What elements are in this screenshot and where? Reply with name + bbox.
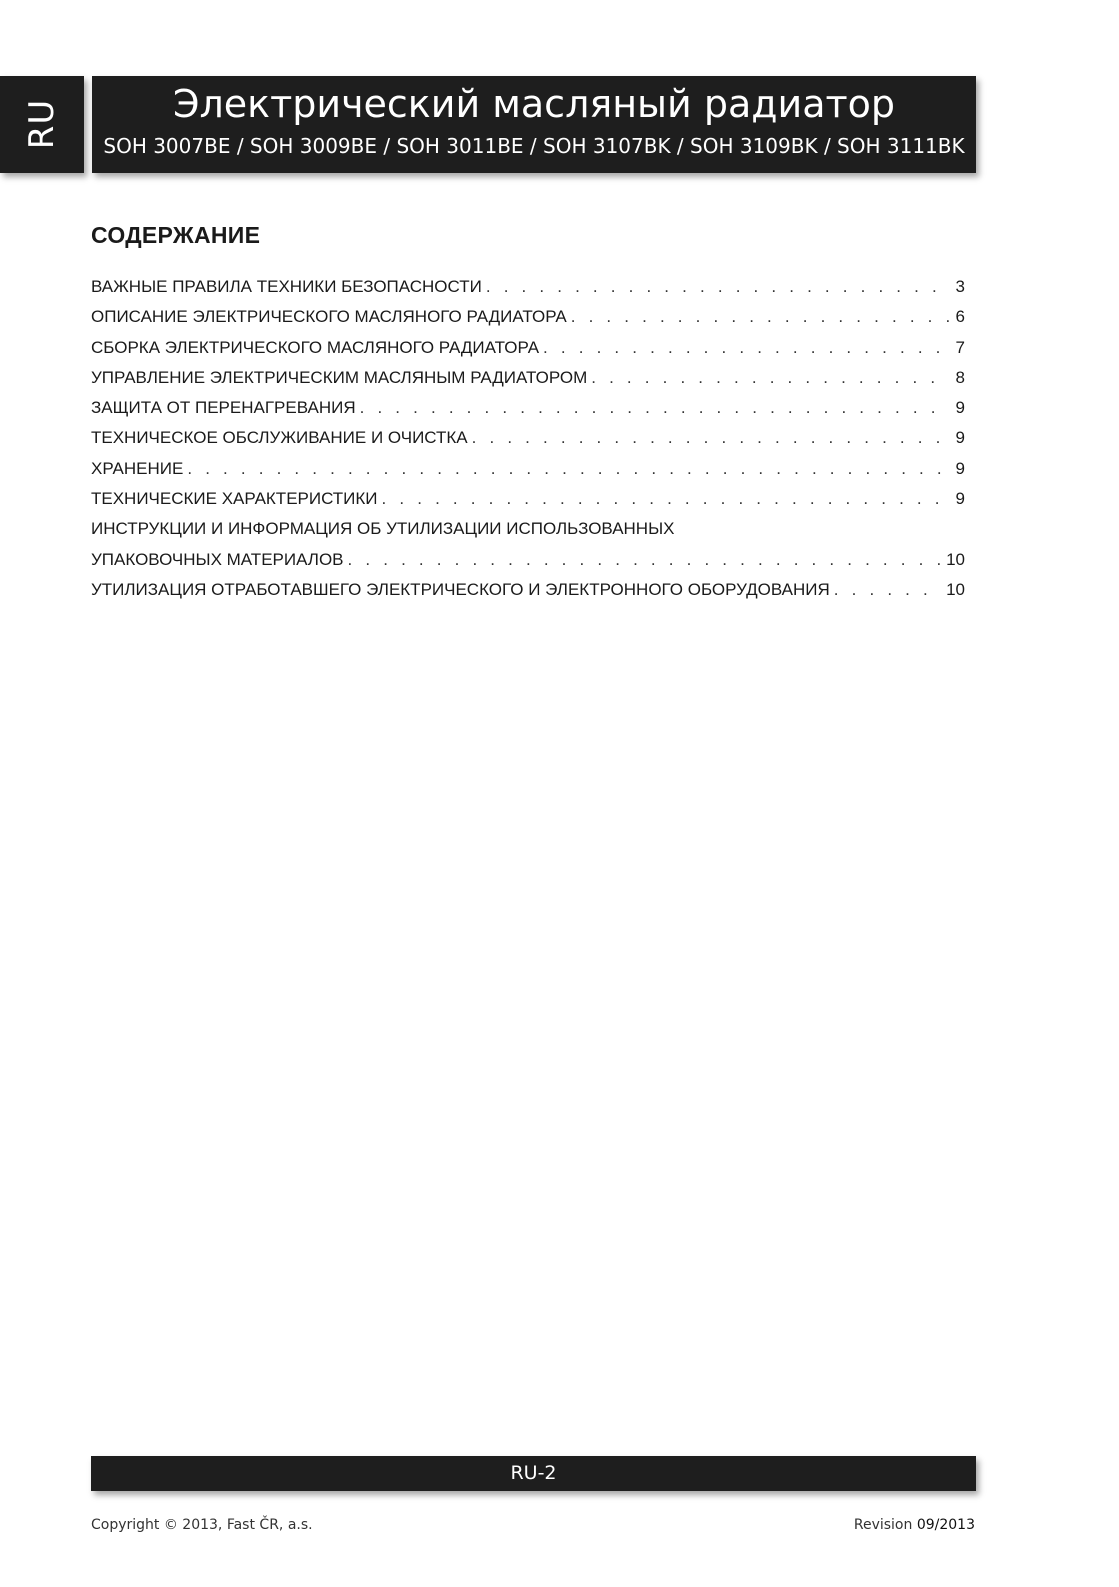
toc-entry-label: УТИЛИЗАЦИЯ ОТРАБОТАВШЕГО ЭЛЕКТРИЧЕСКОГО И ЭЛЕКТРОННОГО ОБОРУДОВАНИЯ — [91, 579, 830, 599]
toc-entry-label: УПАКОВОЧНЫХ МАТЕРИАЛОВ — [91, 549, 344, 569]
table-of-contents — [91, 277, 967, 610]
toc-entry-description[interactable] — [91, 307, 967, 337]
toc-entry-operation[interactable] — [91, 368, 967, 398]
toc-page-number: 7 — [955, 337, 965, 357]
toc-entry-overheat-protection[interactable] — [91, 398, 967, 428]
toc-leader-dots — [834, 580, 942, 600]
toc-entry-safety-rules[interactable] — [91, 277, 967, 307]
toc-entry-label: УПРАВЛЕНИЕ ЭЛЕКТРИЧЕСКИМ МАСЛЯНЫМ РАДИАТОРОМ — [91, 367, 588, 387]
toc-entry-label: ВАЖНЫЕ ПРАВИЛА ТЕХНИКИ БЕЗОПАСНОСТИ — [91, 277, 482, 296]
language-tab — [0, 76, 84, 173]
toc-entry-packaging-disposal-line1[interactable] — [91, 519, 967, 549]
toc-entry-label: ЗАЩИТА ОТ ПЕРЕНАГРЕВАНИЯ — [91, 398, 356, 418]
toc-entry-label: ХРАНЕНИЕ — [91, 458, 184, 478]
page-number-bar — [91, 1456, 976, 1491]
toc-leader-dots — [360, 398, 949, 418]
toc-leader-dots — [571, 307, 949, 327]
toc-page-number: 9 — [955, 458, 965, 478]
toc-page-number: 9 — [955, 489, 965, 509]
toc-leader-dots — [348, 550, 943, 570]
toc-entry-weee-disposal[interactable] — [91, 580, 967, 610]
toc-page-number: 3 — [955, 277, 965, 296]
revision-info — [854, 1517, 975, 1533]
toc-leader-dots — [382, 489, 949, 509]
toc-page-number: 9 — [955, 398, 965, 418]
toc-page-number: 8 — [955, 367, 965, 387]
copyright-notice: Copyright © 2013, Fast ČR, a.s. — [91, 1517, 313, 1533]
toc-entry-storage[interactable] — [91, 459, 967, 489]
toc-page-number: 10 — [946, 579, 965, 599]
toc-entry-label: ТЕХНИЧЕСКОЕ ОБСЛУЖИВАНИЕ И ОЧИСТКА — [91, 428, 468, 448]
toc-page-number: 6 — [955, 307, 965, 327]
contents-heading: СОДЕРЖАНИЕ — [91, 222, 261, 248]
revision-label: Revision — [853, 1517, 913, 1533]
toc-entry-maintenance[interactable] — [91, 428, 967, 458]
toc-leader-dots — [543, 338, 949, 358]
header-bar — [92, 76, 976, 173]
toc-entry-label: ОПИСАНИЕ ЭЛЕКТРИЧЕСКОГО МАСЛЯНОГО РАДИАТОРА — [91, 307, 567, 327]
toc-leader-dots — [486, 277, 949, 297]
toc-entry-packaging-disposal-line2[interactable] — [91, 550, 967, 580]
page-number: RU-2 — [510, 1462, 557, 1484]
model-list: SOH 3007BE / SOH 3009BE / SOH 3011BE / SOH 3107BK / SOH 3109BK / SOH 3111BK — [103, 134, 965, 158]
toc-entry-assembly[interactable] — [91, 338, 967, 368]
toc-page-number: 10 — [946, 549, 965, 569]
toc-leader-dots — [591, 368, 949, 388]
toc-leader-dots — [187, 459, 949, 479]
toc-entry-label: СБОРКА ЭЛЕКТРИЧЕСКОГО МАСЛЯНОГО РАДИАТОРА — [91, 337, 540, 357]
toc-entry-label: ИНСТРУКЦИИ И ИНФОРМАЦИЯ ОБ УТИЛИЗАЦИИ ИСПОЛЬЗОВАННЫХ — [91, 519, 675, 539]
revision-date: 09/2013 — [916, 1517, 975, 1533]
toc-entry-specifications[interactable] — [91, 489, 967, 519]
toc-leader-dots — [472, 428, 949, 448]
toc-entry-label: ТЕХНИЧЕСКИЕ ХАРАКТЕРИСТИКИ — [91, 489, 378, 509]
toc-page-number: 9 — [955, 428, 965, 448]
language-code: RU — [22, 98, 62, 150]
document-title: Электрический масляный радиатор — [172, 82, 896, 126]
